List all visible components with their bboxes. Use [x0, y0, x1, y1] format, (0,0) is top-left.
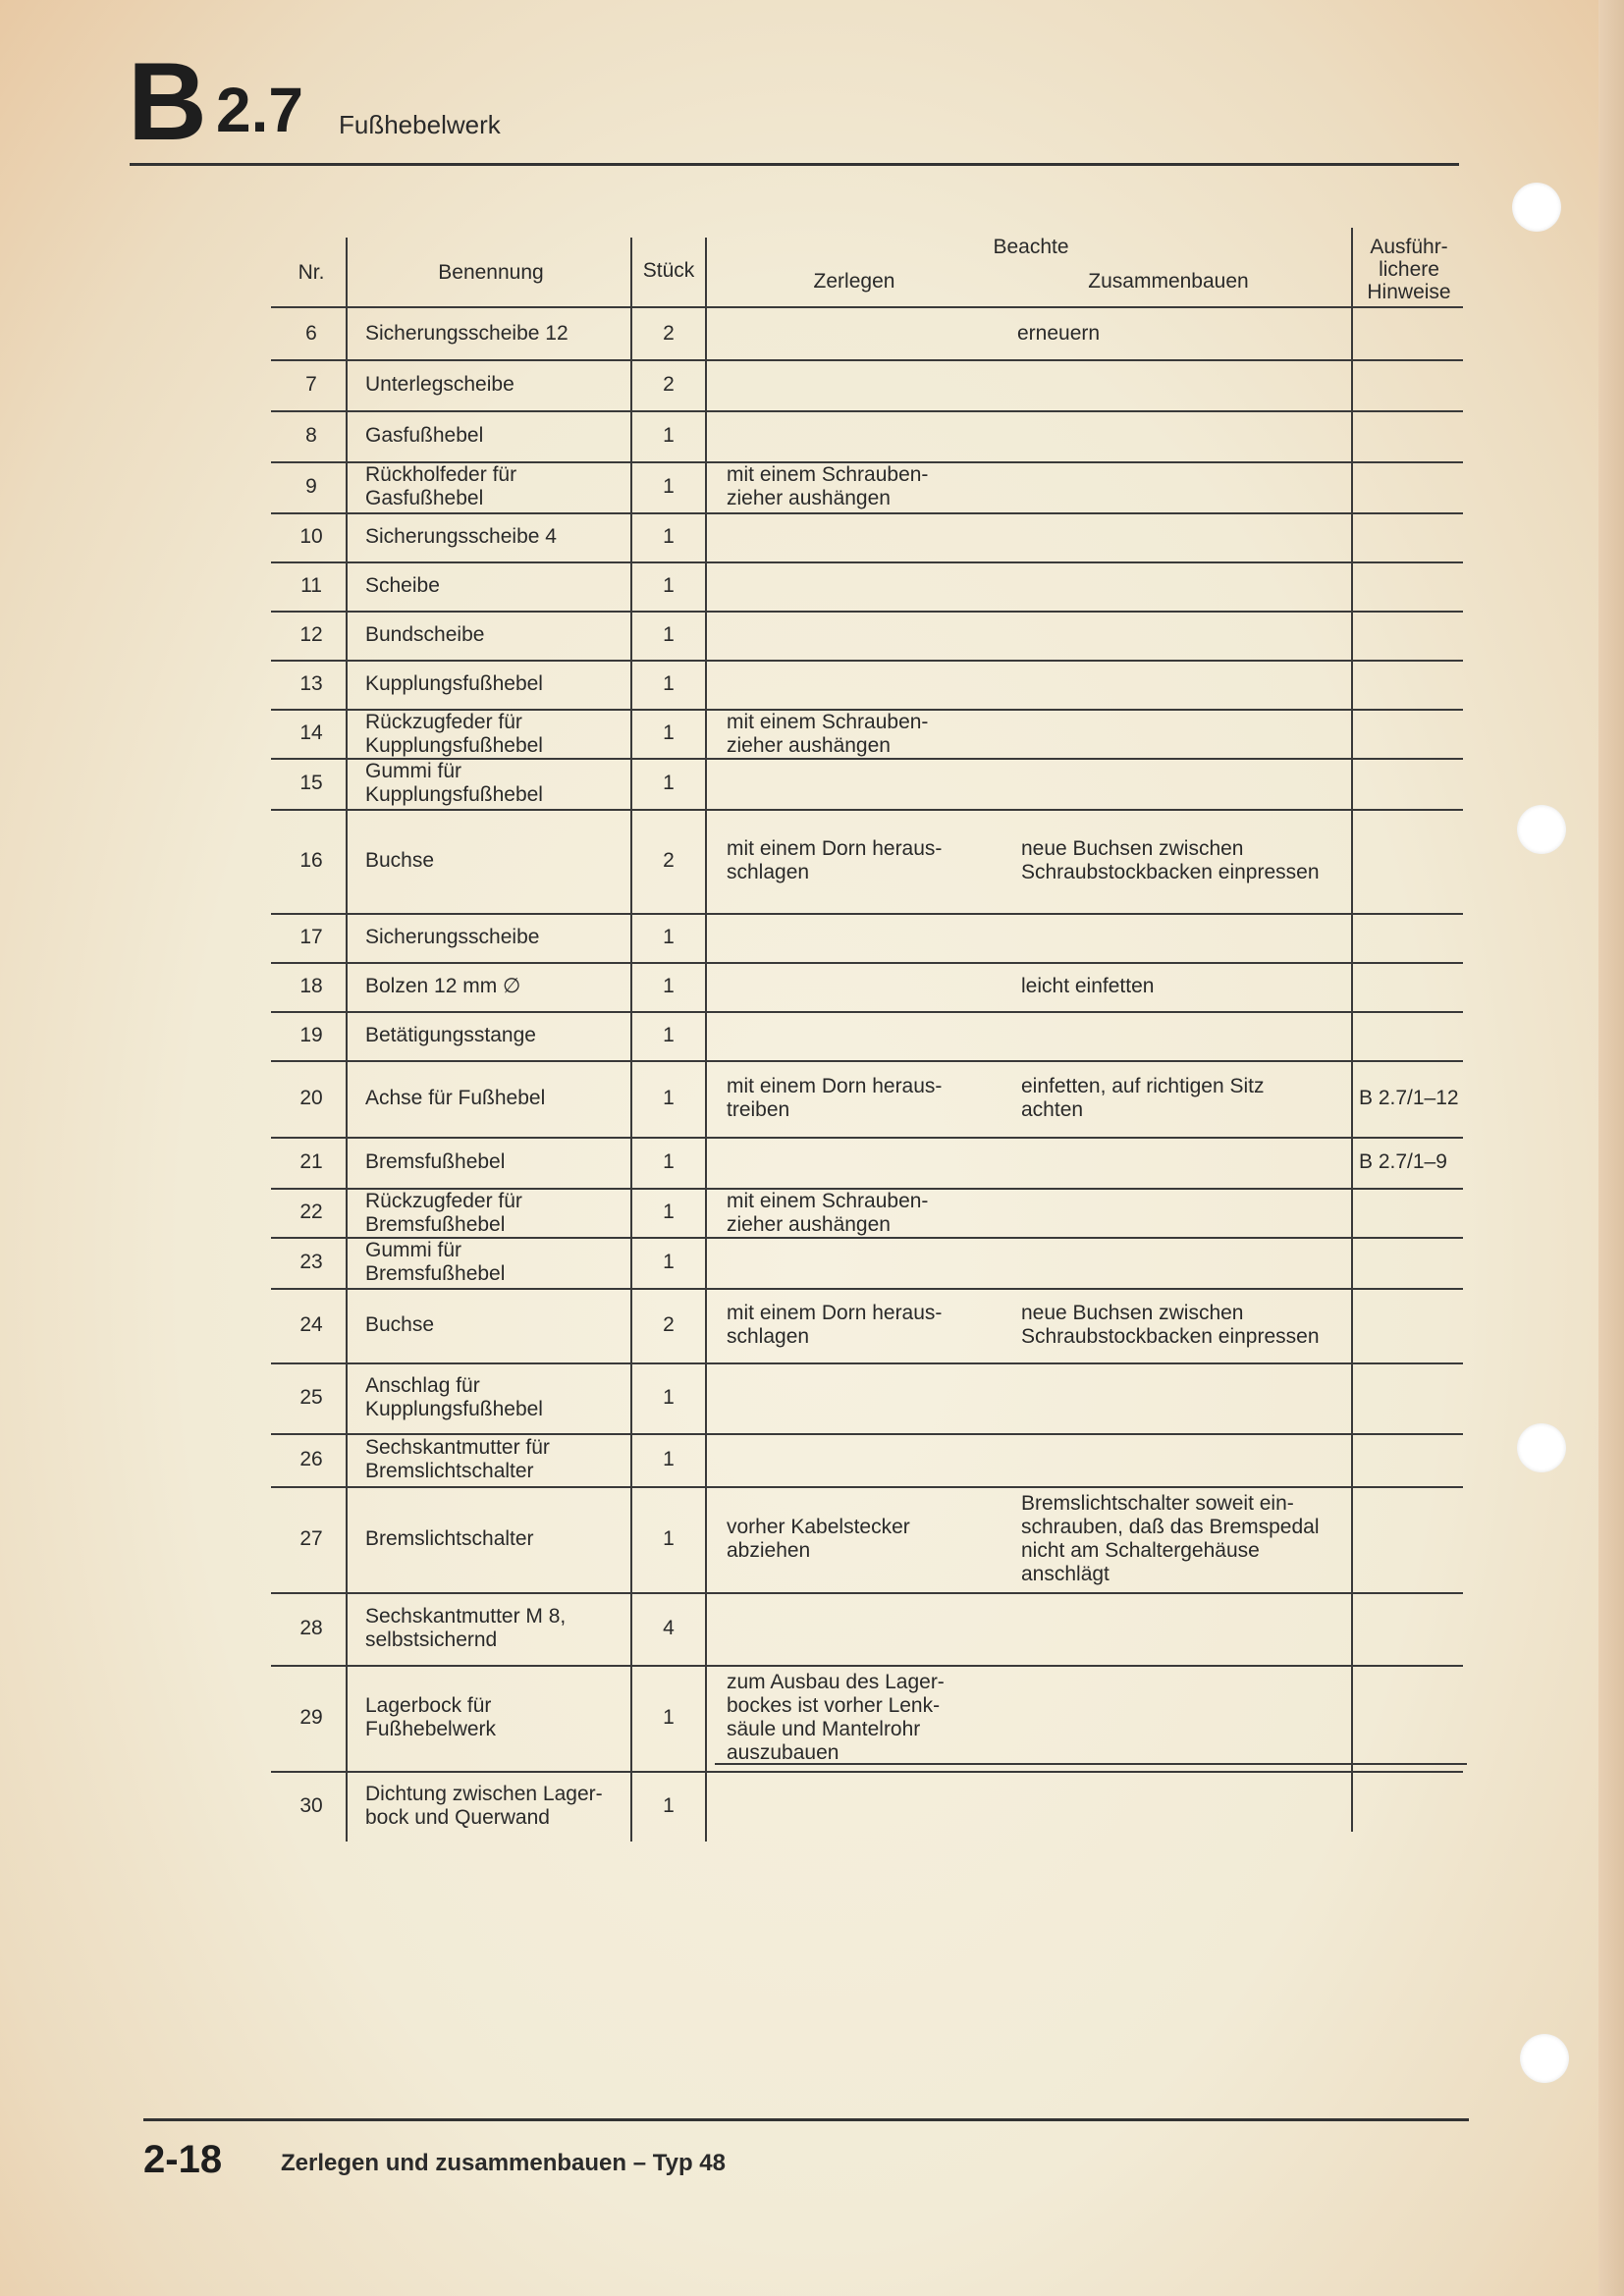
row-nr: 17 [299, 926, 323, 948]
row-divider [271, 1288, 1463, 1290]
section-number: 2.7 [216, 75, 303, 145]
row-divider [271, 1433, 1463, 1435]
row-name: Rückzugfeder für Kupplungsfußhebel [365, 711, 543, 757]
col-header-zerlegen: Zerlegen [813, 270, 895, 293]
row-name: Gummi für Kupplungsfußhebel [365, 760, 543, 806]
row-qty: 1 [663, 525, 675, 548]
row-name: Anschlag für Kupplungsfußhebel [365, 1374, 543, 1420]
row-qty: 1 [663, 623, 675, 646]
row-zerlegen: mit einem Dorn heraus- treiben [727, 1075, 943, 1121]
row-qty: 1 [663, 1386, 675, 1409]
row-zusammenbauen: neue Buchsen zwischen Schraubstockbacken einpressen [1021, 1302, 1320, 1348]
row-qty: 4 [663, 1617, 675, 1639]
row-divider [271, 660, 1463, 662]
row-name: Sicherungsscheibe 4 [365, 525, 557, 548]
row-nr: 10 [299, 525, 323, 548]
row-zusammenbauen: neue Buchsen zwischen Schraubstockbacken einpressen [1021, 837, 1320, 883]
row-qty: 1 [663, 1150, 675, 1173]
row-zusammenbauen: Bremslichtschalter soweit ein- schrauben, daß das Bremspedal nicht am Schaltergehäuse anschlägt [1021, 1492, 1320, 1585]
row-name: Rückzugfeder für Bremsfußhebel [365, 1190, 522, 1236]
col-header-beachte: Beachte [993, 236, 1069, 258]
row-nr: 16 [299, 849, 323, 872]
row-qty: 1 [663, 1706, 675, 1729]
table-header-rule [271, 306, 1463, 308]
row-divider [271, 1060, 1463, 1062]
row-zerlegen: mit einem Schrauben- zieher aushängen [727, 711, 929, 757]
row-nr: 20 [299, 1087, 323, 1109]
punch-hole [1517, 805, 1566, 854]
header-rule [130, 163, 1459, 166]
row-divider [271, 611, 1463, 613]
col-header-hinweise: Ausführ- lichere Hinweise [1367, 236, 1451, 303]
row-name: Dichtung zwischen Lager- bock und Querwand [365, 1783, 603, 1829]
row-qty: 1 [663, 721, 675, 744]
row-qty: 1 [663, 1201, 675, 1223]
row-qty: 1 [663, 1251, 675, 1273]
section-letter: B [128, 40, 205, 163]
row-nr: 22 [299, 1201, 323, 1223]
row-divider [271, 1362, 1463, 1364]
row-divider [271, 1137, 1463, 1139]
row-hinweise: B 2.7/1–9 [1359, 1150, 1447, 1173]
row-divider [271, 1486, 1463, 1488]
row-nr: 11 [300, 574, 322, 597]
page-number: 2-18 [143, 2138, 223, 2181]
row-nr: 26 [299, 1448, 323, 1470]
row-nr: 23 [299, 1251, 323, 1273]
row-name: Gasfußhebel [365, 424, 484, 447]
row-nr: 8 [305, 424, 317, 447]
row-qty: 2 [663, 1313, 675, 1336]
row-nr: 27 [299, 1527, 323, 1550]
row-qty: 1 [663, 574, 675, 597]
punch-hole [1517, 1423, 1566, 1472]
row-nr: 13 [299, 672, 323, 695]
row-nr: 30 [299, 1794, 323, 1817]
row-qty: 1 [663, 1448, 675, 1470]
row-divider [271, 1665, 1463, 1667]
row-zerlegen: mit einem Dorn heraus- schlagen [727, 1302, 943, 1348]
row-nr: 9 [305, 475, 317, 498]
row-qty: 1 [663, 926, 675, 948]
row-name: Bundscheibe [365, 623, 485, 646]
row-zerlegen: mit einem Schrauben- zieher aushängen [727, 463, 929, 509]
row-divider [271, 359, 1463, 361]
row-name: Rückholfeder für Gasfußhebel [365, 463, 517, 509]
row-zerlegen: mit einem Schrauben- zieher aushängen [727, 1190, 929, 1236]
row-name: Achse für Fußhebel [365, 1087, 546, 1109]
column-divider [630, 238, 632, 1842]
row-qty: 2 [663, 322, 675, 345]
row-nr: 25 [299, 1386, 323, 1409]
row-nr: 14 [299, 721, 323, 744]
row-qty: 1 [663, 1794, 675, 1817]
row-nr: 24 [299, 1313, 323, 1336]
row-qty: 1 [663, 1024, 675, 1046]
row-name: Gummi für Bremsfußhebel [365, 1239, 506, 1285]
row-name: Bremslichtschalter [365, 1527, 534, 1550]
footer-text: Zerlegen und zusammenbauen – Typ 48 [281, 2150, 726, 2176]
row-divider [271, 962, 1463, 964]
col-header-zusammenbauen: Zusammenbauen [1088, 270, 1249, 293]
row-qty: 1 [663, 975, 675, 997]
row-name: Scheibe [365, 574, 440, 597]
row-nr: 12 [299, 623, 323, 646]
column-divider [1351, 228, 1353, 1832]
row-qty: 2 [663, 849, 675, 872]
punch-hole [1520, 2034, 1569, 2083]
row-nr: 18 [299, 975, 323, 997]
column-divider [705, 238, 707, 1842]
row-nr: 28 [299, 1617, 323, 1639]
row-nr: 6 [305, 322, 317, 345]
row-qty: 2 [663, 373, 675, 396]
row-nr: 21 [299, 1150, 323, 1173]
row-name: Kupplungsfußhebel [365, 672, 543, 695]
row-qty: 1 [663, 672, 675, 695]
row-name: Sicherungsscheibe 12 [365, 322, 568, 345]
row-divider [271, 1771, 1463, 1773]
col-header-nr: Nr. [298, 261, 325, 284]
row-name: Unterlegscheibe [365, 373, 514, 396]
col-header-name: Benennung [438, 261, 544, 284]
footer-rule [143, 2118, 1469, 2121]
row-name: Lagerbock für Fußhebelwerk [365, 1694, 497, 1740]
row-nr: 15 [299, 772, 323, 794]
row-name: Bremsfußhebel [365, 1150, 506, 1173]
row-zerlegen: mit einem Dorn heraus- schlagen [727, 837, 943, 883]
row-nr: 29 [299, 1706, 323, 1729]
row-divider [271, 1592, 1463, 1594]
row-name: Buchse [365, 1313, 435, 1336]
row-qty: 1 [663, 772, 675, 794]
row-zerlegen: zum Ausbau des Lager- bockes ist vorher Lenk- säule und Mantelrohr auszubauen [727, 1671, 945, 1764]
row-zerlegen: vorher Kabelstecker abziehen [727, 1516, 910, 1562]
row-divider [271, 512, 1463, 514]
row-name: Buchse [365, 849, 435, 872]
row-zusammenbauen: leicht einfetten [1021, 975, 1155, 997]
row-nr: 19 [299, 1024, 323, 1046]
row-qty: 1 [663, 424, 675, 447]
row-name: Betätigungsstange [365, 1024, 536, 1046]
row-name: Sicherungsscheibe [365, 926, 540, 948]
row-zusammenbauen: einfetten, auf richtigen Sitz achten [1021, 1075, 1265, 1121]
row-qty: 1 [663, 475, 675, 498]
row-name: Sechskantmutter M 8, selbstsichernd [365, 1605, 567, 1651]
row-nr: 7 [305, 373, 317, 396]
row-divider [271, 809, 1463, 811]
punch-hole [1512, 183, 1561, 232]
row-qty: 1 [663, 1087, 675, 1109]
row-beachte-span: erneuern [1017, 322, 1101, 345]
col-header-qty: Stück [642, 259, 695, 282]
page-edge [1598, 0, 1624, 2296]
row-divider [271, 913, 1463, 915]
row-hinweise: B 2.7/1–12 [1359, 1087, 1459, 1109]
row-name: Bolzen 12 mm ∅ [365, 975, 521, 997]
row-qty: 1 [663, 1527, 675, 1550]
row-divider [271, 410, 1463, 412]
row-divider [271, 561, 1463, 563]
row-name: Sechskantmutter für Bremslichtschalter [365, 1436, 550, 1482]
page-title: Fußhebelwerk [339, 110, 501, 139]
row-divider [271, 1011, 1463, 1013]
